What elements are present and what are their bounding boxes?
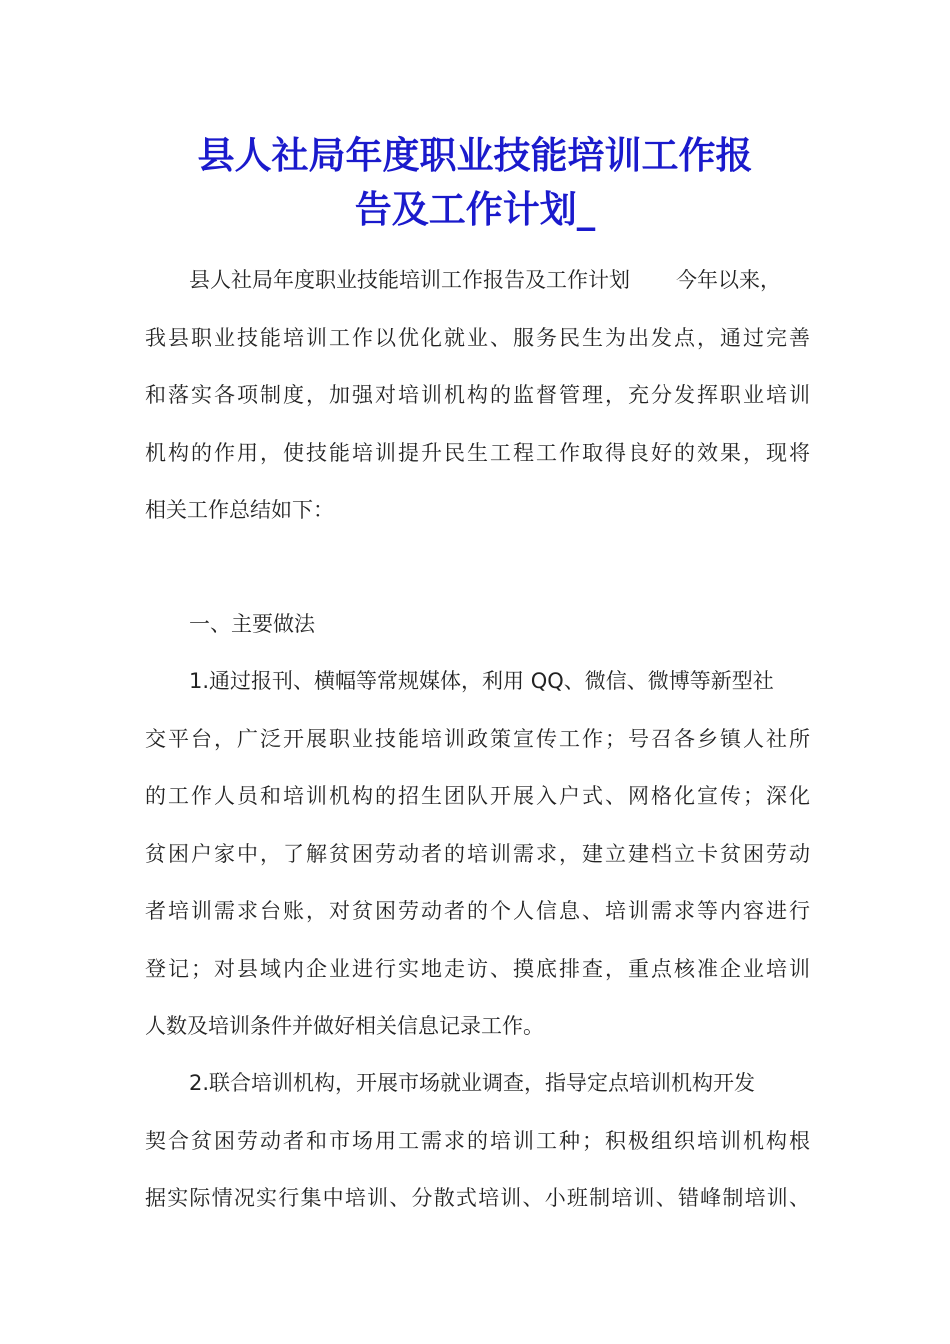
section-heading-1 — [145, 596, 810, 654]
intro-paragraph — [145, 252, 810, 540]
item-1-line-5: 者培训需求台账，对贫困劳动者的个人信息、培训需求等内容进行 — [145, 899, 810, 923]
item-2-line-1: 2.联合培训机构，开展市场就业调查，指导定点培训机构开发 — [189, 1071, 756, 1095]
item-1-line-7: 人数及培训条件并做好相关信息记录工作。 — [145, 1014, 544, 1038]
title-line-1: 县人社局年度职业技能培训工作报 — [197, 133, 753, 177]
intro-line-1 — [145, 252, 810, 310]
item-1-paragraph — [145, 653, 810, 1056]
item-2-paragraph — [145, 1055, 810, 1228]
document-title — [120, 128, 830, 236]
item-1-line-4: 贫困户家中，了解贫困劳动者的培训需求，建立建档立卡贫困劳动 — [145, 841, 810, 866]
intro-lead-text: 今年以来， — [676, 268, 781, 292]
title-line-2: 告及工作计划_ — [354, 187, 596, 231]
item-1-line-2: 交平台，广泛开展职业技能培训政策宣传工作；号召各乡镇人社所 — [145, 726, 810, 751]
item-2-line-2: 契合贫困劳动者和市场用工需求的培训工种；积极组织培训机构根 — [145, 1128, 810, 1153]
item-1-line-3: 的工作人员和培训机构的招生团队开展入户式、网格化宣传；深化 — [145, 784, 810, 808]
intro-heading-text: 县人社局年度职业技能培训工作报告及工作计划 — [189, 268, 630, 292]
item-1-line-1: 1.通过报刊、横幅等常规媒体，利用 QQ、微信、微博等新型社 — [189, 669, 774, 693]
item-1-line-6: 登记；对县域内企业进行实地走访、摸底排查，重点核准企业培训 — [145, 956, 810, 981]
item-2-line-3: 据实际情况实行集中培训、分散式培训、小班制培训、错峰制培训、 — [145, 1186, 810, 1210]
section-heading-text: 一、主要做法 — [189, 612, 315, 636]
intro-line-4: 机构的作用，使技能培训提升民生工程工作取得良好的效果，现将 — [145, 440, 810, 465]
intro-line-2: 我县职业技能培训工作以优化就业、服务民生为出发点，通过完善 — [145, 325, 810, 350]
intro-line-5: 相关工作总结如下： — [145, 498, 334, 522]
intro-line-3: 和落实各项制度，加强对培训机构的监督管理，充分发挥职业培训 — [145, 383, 810, 407]
